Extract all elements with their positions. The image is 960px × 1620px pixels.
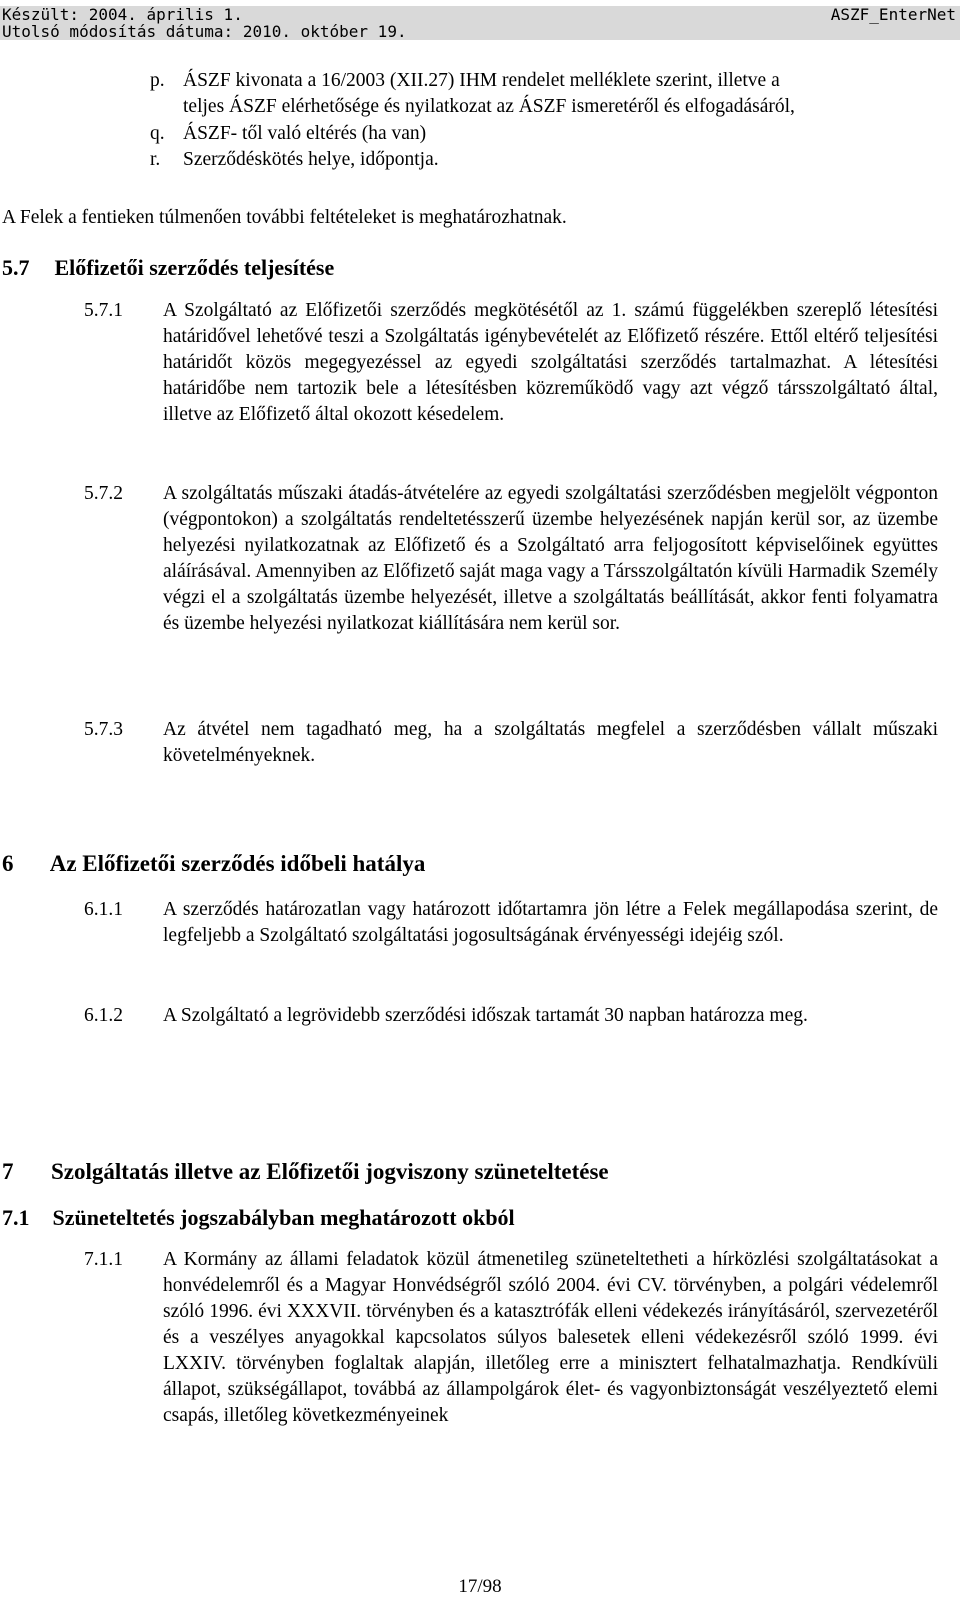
clause-number: 6.1.1: [84, 899, 123, 920]
clause-text: A szolgáltatás műszaki átadás-átvételére az egyedi szolgáltatási szerződésben megjelölt végponton (végpontokon) a szolgáltatás rendeltetésszerű üzembe helyezésének napján kerül sor, az üzembe helyezési nyilatkozatnak az Előfizető és a Szolgáltató arra feljogosított képviselőinek együttes aláírásával. Amennyiben az Előfizető saját maga vagy a Társszolgáltatón kívüli Harmadik Személy végzi el a szolgáltatás üzembe helyezését, illetve a szolgáltatás beállítását, akkor fenti folyamatra és üzembe helyezési nyilatkozat kiállítására nem kerül sor.: [163, 483, 938, 634]
clause-text: A Kormány az állami feladatok közül átmenetileg szüneteltetheti a hírközlési szolgáltatásokat a honvédelemről és a Magyar Honvédségről szóló 2004. évi CV. törvényben, a polgári védelemről szóló 1996. évi XXXVII. törvényben és a katasztrófák elleni védekezés irányításáról, szervezetéről és a veszélyes anyagokkal kapcsolatos súlyos balesetek elleni védekezésről szóló 1999. évi LXXIV. törvényben foglaltak alapján, illetőleg erre a minisztert felhatalmazhatja. Rendkívüli állapot, szükségállapot, továbbá az állampolgárok élet- és vagyonbiztonságát veszélyeztető elemi csapás, illetőleg következményeinek: [163, 1249, 938, 1426]
heading-title: Szüneteltetés jogszabályban meghatározott okból: [52, 1205, 515, 1230]
modified-date: Utolsó módosítás dátuma: 2010. október 19.: [2, 22, 407, 41]
document-id: ASZF_EnterNet: [830, 5, 956, 24]
heading-title: Az Előfizetői szerződés időbeli hatálya: [49, 851, 426, 876]
clause-text: A Szolgáltató az Előfizetői szerződés megkötésétől az 1. számú függelékben szereplő létesítési határidővel lehetővé teszi a Szolgáltatás igénybevételét az Előfizető részére. Ettől eltérő teljesítési határidőt közös megegyezéssel az egyedi szolgáltatási szerződés tartalmazhat. A létesítési határidőbe nem tartozik bele a létesítésben közreműködő vagy azt végző társszolgáltató által, illetve az Előfizető által okozott késedelem.: [163, 300, 938, 425]
heading-title: Szolgáltatás illetve az Előfizetői jogviszony szüneteltetése: [51, 1159, 609, 1184]
list-item-text: [183, 68, 939, 120]
page-number: 17/98: [458, 1576, 502, 1597]
list-item-text: Szerződéskötés helye, időpontja.: [183, 149, 439, 170]
clause-text: Az átvétel nem tagadható meg, ha a szolgáltatás megfelel a szerződésben vállalt műszaki követelményeknek.: [163, 719, 938, 766]
heading-number: 7: [2, 1159, 14, 1184]
list-marker: r.: [150, 149, 161, 170]
list-marker: p.: [150, 70, 165, 91]
heading-number: 7.1: [2, 1205, 30, 1230]
clause-number: 6.1.2: [84, 1005, 123, 1026]
section-heading: [2, 851, 425, 877]
section-heading: [2, 1205, 515, 1231]
heading-number: 5.7: [2, 255, 30, 280]
list-line: ÁSZF kivonata a 16/2003 (XII.27) IHM rendelet melléklete szerint, illetve a: [183, 70, 780, 91]
clause-number: 5.7.1: [84, 300, 123, 321]
created-date: Készült: 2004. április 1.: [2, 5, 243, 24]
clause-number: 5.7.3: [84, 719, 123, 740]
list-marker: q.: [150, 123, 165, 144]
section-heading: [2, 255, 334, 281]
running-header: [0, 6, 960, 40]
heading-title: Előfizetői szerződés teljesítése: [54, 255, 335, 280]
clause-text: A szerződés határozatlan vagy határozott időtartamra jön létre a Felek megállapodása szerint, de legfeljebb a Szolgáltató szolgáltatási jogosultságának érvényességi idejéig szól.: [163, 899, 938, 946]
list-item-text: ÁSZF- től való eltérés (ha van): [183, 123, 427, 144]
clause-number: 5.7.2: [84, 483, 123, 504]
header-dates: [2, 6, 407, 40]
heading-number: 6: [2, 851, 14, 876]
clause-number: 7.1.1: [84, 1249, 123, 1270]
paragraph: A Felek a fentieken túlmenően további feltételeket is meghatározhatnak.: [2, 207, 567, 228]
list-line: teljes ÁSZF elérhetősége és nyilatkozat az ÁSZF ismeretéről és elfogadásáról,: [183, 96, 795, 117]
section-heading: [2, 1159, 609, 1185]
clause-text: A Szolgáltató a legrövidebb szerződési időszak tartamát 30 napban határozza meg.: [163, 1005, 808, 1026]
